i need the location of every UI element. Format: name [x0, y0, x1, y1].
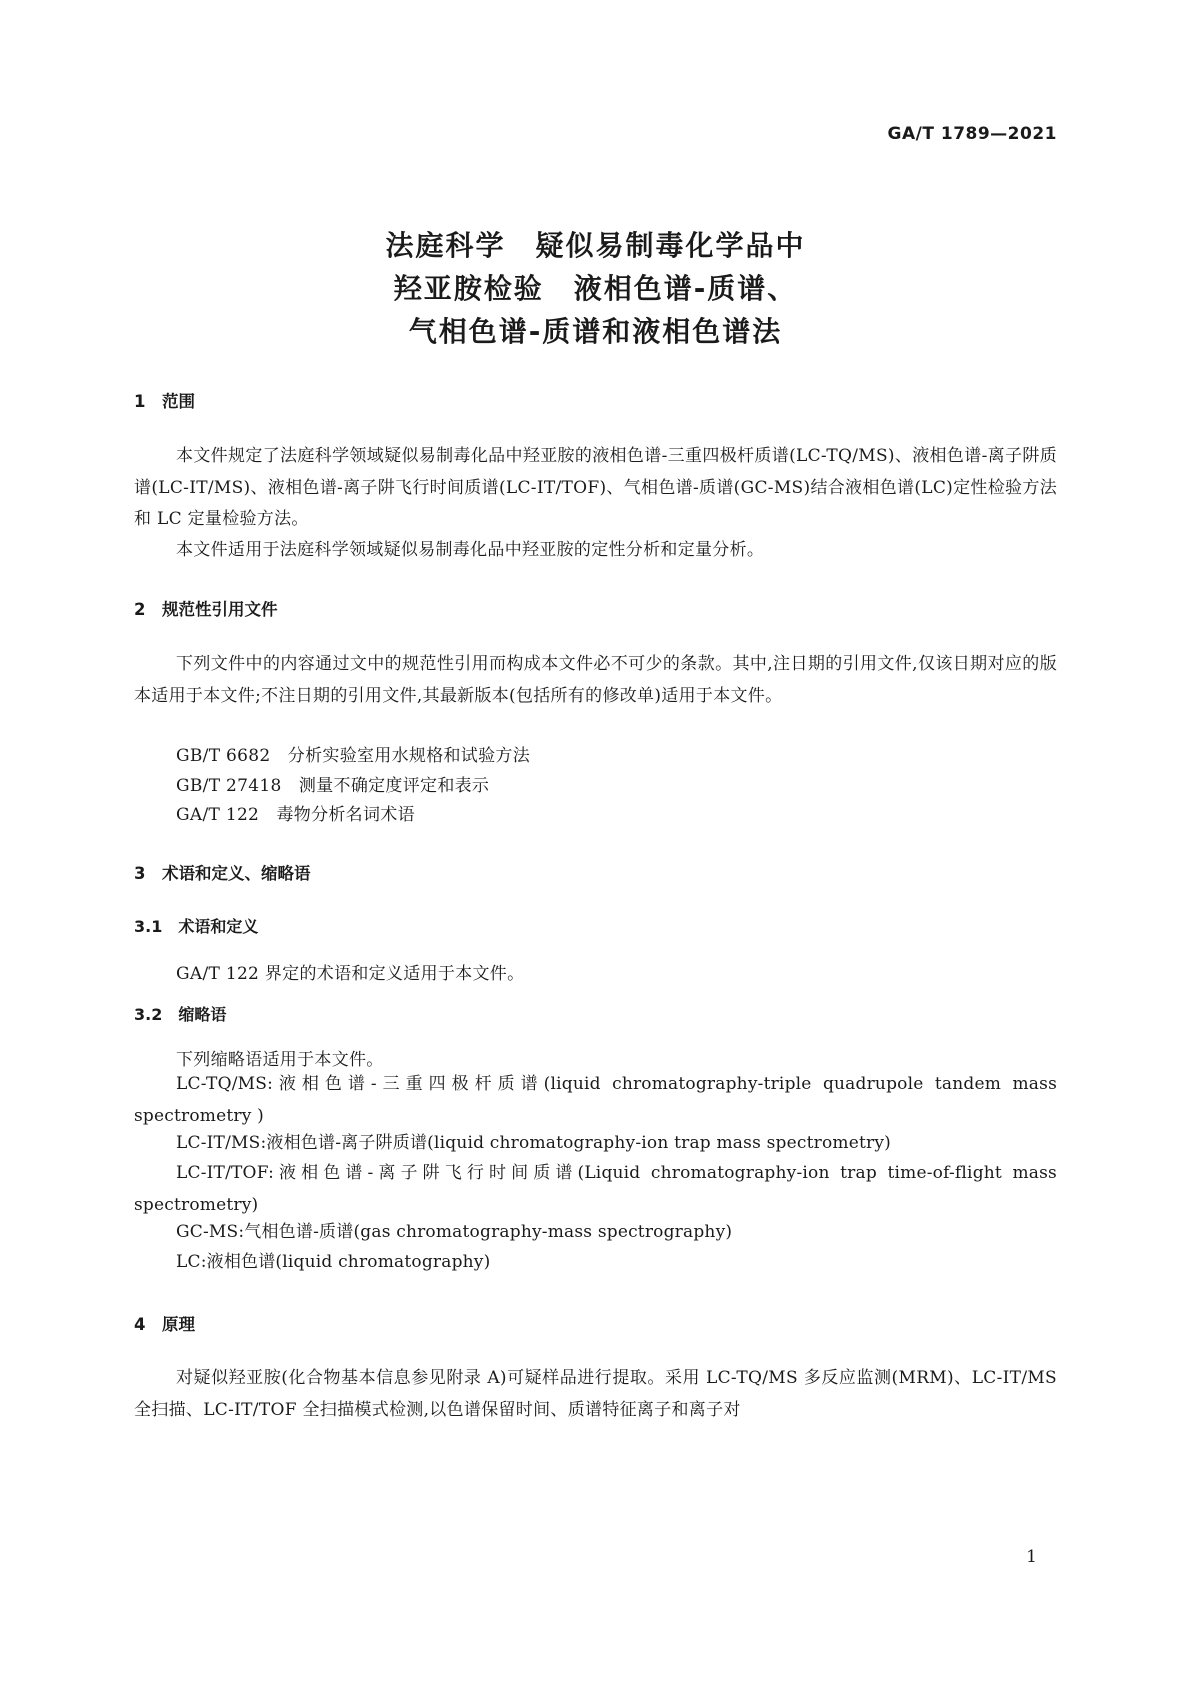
page-number: 1: [1026, 1547, 1037, 1567]
section-3-2-heading: 3.2 缩略语: [134, 1005, 227, 1024]
title-line-1: 法庭科学 疑似易制毒化学品中: [385, 229, 806, 262]
title-line-2: 羟亚胺检验 液相色谱-质谱、: [393, 272, 798, 305]
abbreviation-item: LC-TQ/MS:液相色谱-三重四极杆质谱(liquid chromatography-triple quadrupole tandem mass spectrometry ): [134, 1074, 1057, 1126]
reference-item: GA/T 122 毒物分析名词术语: [176, 805, 415, 825]
section-2-paragraph-1: 下列文件中的内容通过文中的规范性引用而构成本文件必不可少的条款。其中,注日期的引用文件,仅该日期对应的版本适用于本文件;不注日期的引用文件,其最新版本(包括所有的修改单)适用于本文件。: [134, 654, 1057, 706]
section-3-2-intro: 下列缩略语适用于本文件。: [176, 1050, 384, 1070]
reference-item: GB/T 27418 测量不确定度评定和表示: [176, 776, 490, 796]
section-3-1-heading: 3.1 术语和定义: [134, 917, 259, 936]
section-3-heading: 3 术语和定义、缩略语: [134, 864, 311, 883]
abbreviation-item: LC-IT/TOF:液相色谱-离子阱飞行时间质谱(Liquid chromatography-ion trap time-of-flight mass spectrometry): [134, 1163, 1057, 1215]
section-1-paragraph-2: 本文件适用于法庭科学领域疑似易制毒化品中羟亚胺的定性分析和定量分析。: [176, 540, 765, 560]
section-1-paragraph-1: 本文件规定了法庭科学领域疑似易制毒化品中羟亚胺的液相色谱-三重四极杆质谱(LC-TQ/MS)、液相色谱-离子阱质谱(LC-IT/MS)、液相色谱-离子阱飞行时间质谱(LC-IT/TOF)、气相色谱-质谱(GC-MS)结合液相色谱(LC)定性检验方法和 LC 定量检验方法。: [134, 446, 1057, 529]
reference-item: GB/T 6682 分析实验室用水规格和试验方法: [176, 746, 531, 766]
section-3-1-text: GA/T 122 界定的术语和定义适用于本文件。: [176, 964, 525, 984]
section-2-heading: 2 规范性引用文件: [134, 600, 278, 619]
title-line-3: 气相色谱-质谱和液相色谱法: [408, 315, 783, 348]
abbreviation-item: LC-IT/MS:液相色谱-离子阱质谱(liquid chromatography-ion trap mass spectrometry): [176, 1133, 891, 1153]
section-1-heading: 1 范围: [134, 392, 195, 411]
document-title: [0, 224, 1191, 353]
section-4-heading: 4 原理: [134, 1315, 195, 1334]
abbreviation-item: GC-MS:气相色谱-质谱(gas chromatography-mass spectrography): [176, 1222, 733, 1242]
section-4-paragraph-1: 对疑似羟亚胺(化合物基本信息参见附录 A)可疑样品进行提取。采用 LC-TQ/MS 多反应监测(MRM)、LC-IT/MS 全扫描、LC-IT/TOF 全扫描模式检测,以色谱保留时间、质谱特征离子和离子对: [134, 1368, 1057, 1420]
standard-number: GA/T 1789—2021: [887, 124, 1057, 144]
abbreviation-item: LC:液相色谱(liquid chromatography): [176, 1252, 491, 1272]
